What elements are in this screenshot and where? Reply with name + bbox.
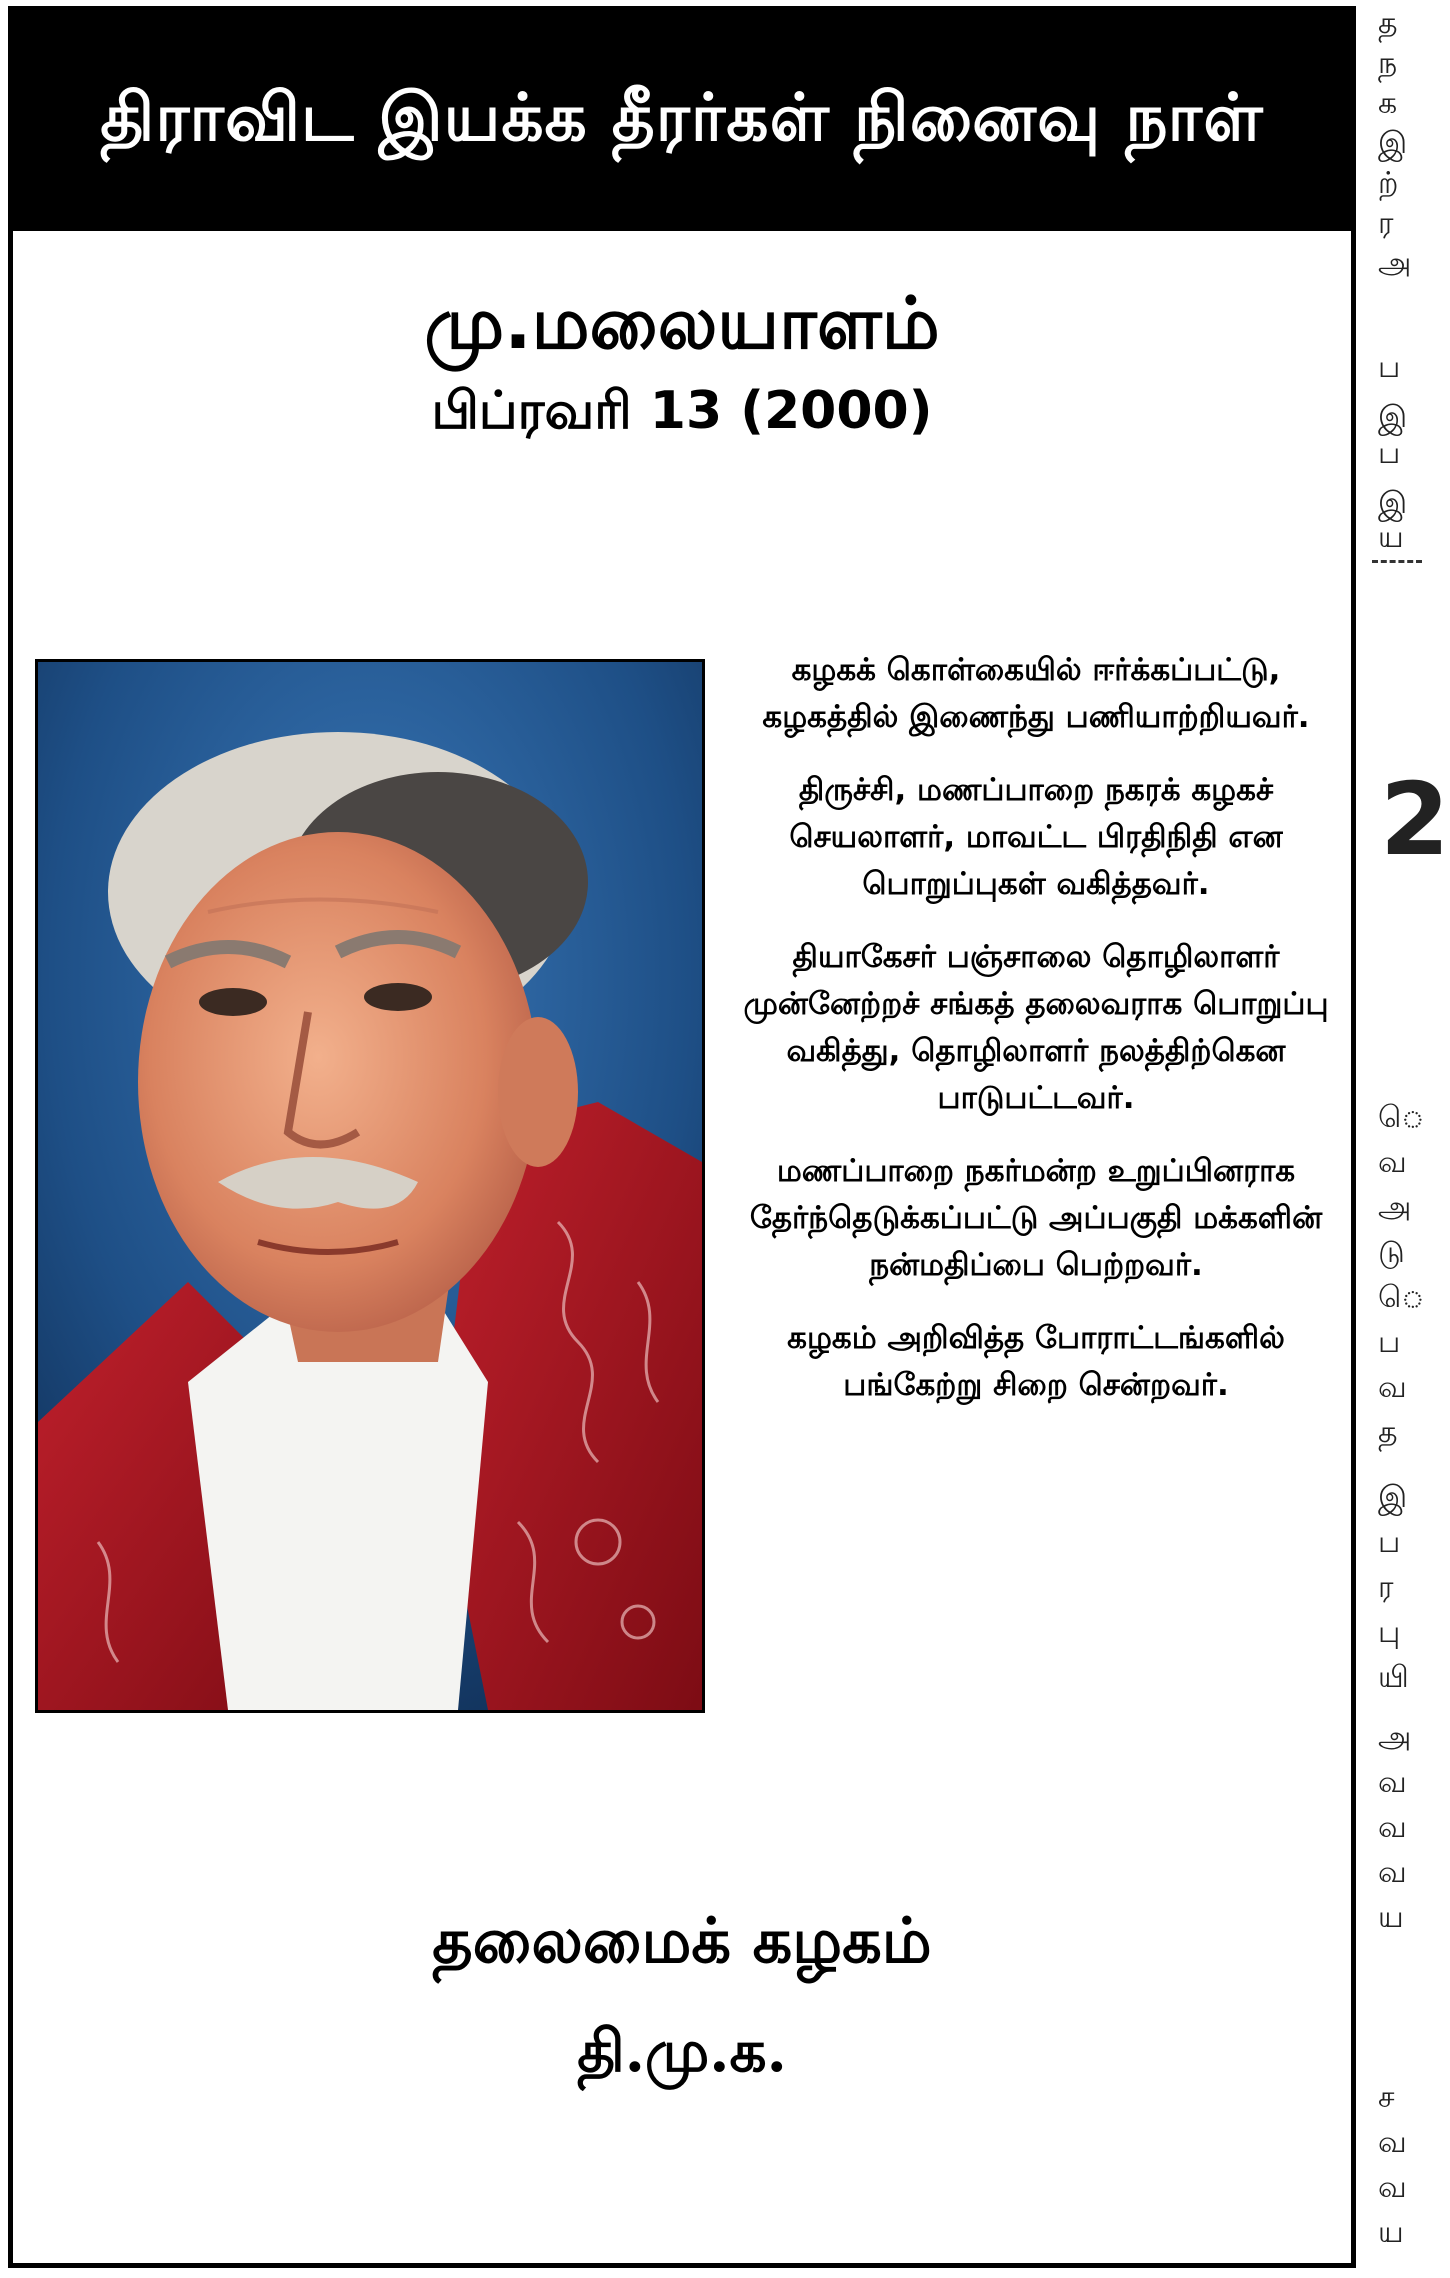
column-fragment: அ bbox=[1378, 1720, 1412, 1755]
banner-title: திராவிட இயக்க தீரர்கள் நினைவு நாள் bbox=[100, 77, 1264, 156]
column-fragment: யி bbox=[1378, 1660, 1409, 1695]
bio-paragraph: கழகக் கொள்கையில் ஈர்க்கப்பட்டு, கழகத்தில் இணைந்து பணியாற்றியவர். bbox=[762, 652, 1310, 735]
column-fragment: ப bbox=[1378, 1525, 1401, 1560]
column-fragment: ெ bbox=[1378, 1280, 1425, 1315]
column-fragment: வ bbox=[1378, 1145, 1407, 1180]
bio-paragraph: திருச்சி, மணப்பாறை நகரக் கழகச் செயலாளர், மாவட்ட பிரதிநிதி என பொறுப்புகள் வகித்தவர். bbox=[789, 772, 1283, 902]
column-fragment: அ bbox=[1378, 246, 1412, 281]
column-fragment: பு bbox=[1378, 1615, 1401, 1650]
column-divider bbox=[1372, 560, 1422, 563]
column-fragment: இ bbox=[1378, 126, 1408, 161]
column-fragment: ப bbox=[1378, 436, 1401, 471]
memorial-date: பிப்ரவரி 13 (2000) bbox=[431, 381, 933, 441]
column-big-fragment: 2 bbox=[1380, 761, 1450, 878]
column-fragment: ர bbox=[1378, 206, 1394, 241]
column-fragment: ச bbox=[1378, 2080, 1395, 2115]
column-fragment: வ bbox=[1378, 1370, 1407, 1405]
column-fragment: இ bbox=[1378, 486, 1408, 521]
person-name: மு.மலையாளம் bbox=[424, 281, 940, 365]
footer-party-name: தி.மு.க. bbox=[577, 2017, 787, 2085]
column-fragment: வ bbox=[1378, 2125, 1407, 2160]
column-fragment: க bbox=[1378, 86, 1398, 121]
bio-paragraph: தியாகேசர் பஞ்சாலை தொழிலாளர் முன்னேற்றச் சங்கத் தலைவராக பொறுப்பு வகித்து, தொழிலாளர் நலத்திற்கென பாடுபட்டவர். bbox=[743, 939, 1329, 1116]
memorial-notice bbox=[8, 6, 1356, 2268]
column-fragment: த bbox=[1378, 1415, 1398, 1450]
footer-organization: தலைமைக் கழகம் bbox=[432, 1904, 932, 1977]
portrait-photo bbox=[35, 659, 705, 1713]
column-fragment: அ bbox=[1378, 1190, 1412, 1225]
column-fragment: ய bbox=[1378, 1900, 1404, 1935]
column-fragment: த bbox=[1378, 6, 1398, 41]
adjacent-column-fragment bbox=[1372, 0, 1450, 2278]
column-fragment: ய bbox=[1378, 520, 1404, 555]
bio-text bbox=[713, 647, 1359, 1435]
column-fragment: இ bbox=[1378, 400, 1408, 435]
column-fragment: ற் bbox=[1378, 166, 1399, 201]
column-fragment: ப bbox=[1378, 350, 1401, 385]
column-fragment: வ bbox=[1378, 2170, 1407, 2205]
bio-paragraph: மணப்பாறை நகர்மன்ற உறுப்பினராக தேர்ந்தெடுக்கப்பட்டு அப்பகுதி மக்களின் நன்மதிப்பை பெற்றவர். bbox=[749, 1153, 1323, 1283]
title-banner bbox=[13, 11, 1351, 231]
bio-paragraph: கழகம் அறிவித்த போராட்டங்களில் பங்கேற்று சிறை சென்றவர். bbox=[787, 1320, 1285, 1403]
column-fragment: டு bbox=[1378, 1235, 1405, 1270]
column-fragment: இ bbox=[1378, 1480, 1408, 1515]
column-fragment: ந bbox=[1378, 46, 1398, 81]
column-fragment: வ bbox=[1378, 1765, 1407, 1800]
column-fragment: ப bbox=[1378, 1325, 1401, 1360]
column-fragment: ய bbox=[1378, 2215, 1404, 2250]
column-fragment: ர bbox=[1378, 1570, 1394, 1605]
column-fragment: வ bbox=[1378, 1855, 1407, 1890]
column-fragment: வ bbox=[1378, 1810, 1407, 1845]
column-fragment: ெ bbox=[1378, 1100, 1425, 1135]
